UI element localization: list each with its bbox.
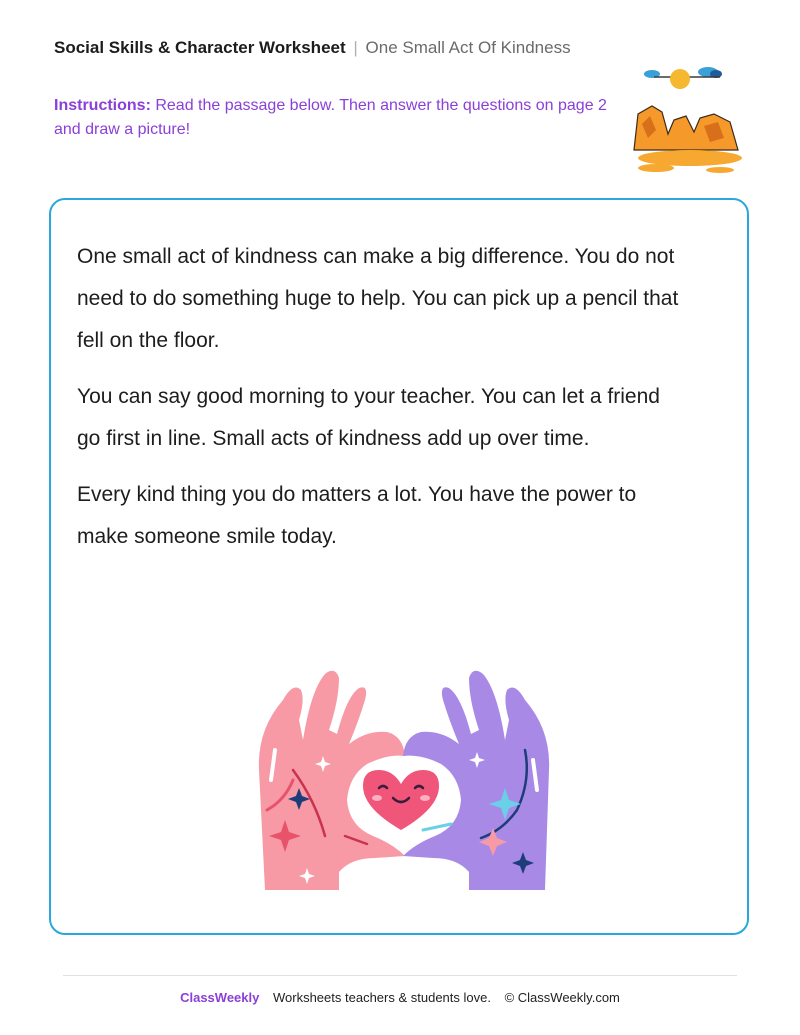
footer-brand: ClassWeekly	[180, 990, 260, 1005]
passage-paragraph: Every kind thing you do matters a lot. You have the power to make someone smile today.	[77, 483, 637, 548]
header-separator: |	[353, 38, 358, 57]
footer-copyright: © ClassWeekly.com	[504, 990, 620, 1005]
desert-rocks-illustration	[628, 64, 746, 180]
reading-passage	[77, 236, 687, 572]
passage-paragraph: You can say good morning to your teacher. You can let a friend go first in line. Small acts of kindness add up over time.	[77, 385, 660, 450]
worksheet-header	[54, 38, 571, 58]
instructions-label: Instructions:	[54, 97, 151, 114]
footer-tagline: Worksheets teachers & students love.	[272, 990, 491, 1005]
footer	[0, 990, 800, 1005]
worksheet-subtitle: One Small Act Of Kindness	[365, 38, 571, 57]
passage-paragraph: One small act of kindness can make a big difference. You do not need to do something huge to help. You can pick up a pencil that fell on the floor.	[77, 245, 679, 352]
smiling-heart-icon	[363, 770, 439, 830]
worksheet-title: Social Skills & Character Worksheet	[54, 38, 346, 57]
instructions	[54, 94, 614, 142]
footer-divider	[63, 975, 737, 976]
heart-hands-illustration	[255, 660, 555, 892]
sun-icon	[670, 69, 690, 89]
instructions-text: Read the passage below. Then answer the questions on page 2 and draw a picture!	[54, 97, 607, 138]
